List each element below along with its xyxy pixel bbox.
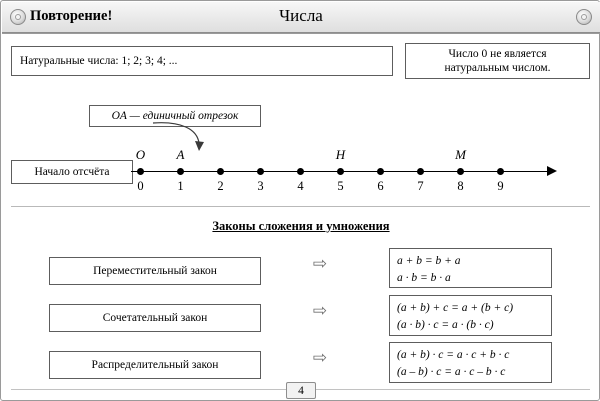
- natural-numbers-box: Натуральные числа: 1; 2; 3; 4; ...: [11, 46, 393, 76]
- point-label-m: M: [455, 147, 466, 162]
- number-line-point: [497, 168, 504, 175]
- tick-label: 6: [377, 179, 384, 193]
- formula-line: a + b = b + a: [397, 255, 461, 267]
- zero-note-line-2: натуральным числом.: [444, 62, 551, 74]
- right-arrow-icon: ⇨: [312, 301, 328, 320]
- number-line-point: [417, 168, 424, 175]
- formula-line: (a · b) · c = a · (b · c): [397, 318, 494, 331]
- repeat-label: Повторение!: [30, 8, 113, 24]
- zero-note-box: [405, 43, 590, 79]
- origin-box: Начало отсчёта: [11, 160, 133, 184]
- number-line-point: [337, 168, 344, 175]
- law-name-distributive: Распределительный закон: [49, 351, 261, 379]
- number-line-point: [457, 168, 464, 175]
- number-line-point: [257, 168, 264, 175]
- tick-label: 0: [137, 179, 144, 193]
- law-name-commutative: Переместительный закон: [49, 257, 261, 285]
- page-number: 4: [286, 382, 316, 399]
- tick-label: 1: [177, 179, 184, 193]
- tick-label: 4: [297, 179, 304, 193]
- number-line: [131, 141, 571, 201]
- right-arrow-icon: ⇨: [312, 348, 328, 367]
- zero-note-line-1: Число 0 не является: [448, 47, 547, 60]
- section-title: Законы сложения и умножения: [212, 219, 390, 233]
- law-formula-distributive: [389, 342, 552, 383]
- section-divider: [11, 206, 590, 207]
- law-formula-associative: [389, 295, 552, 336]
- number-line-point: [137, 168, 144, 175]
- number-line-point: [297, 168, 304, 175]
- number-line-point: [177, 168, 184, 175]
- tick-label: 3: [257, 179, 264, 193]
- point-label-a: A: [176, 147, 185, 162]
- law-formula-commutative: [389, 248, 552, 288]
- formula-line: (a + b) + c = a + (b + c): [397, 302, 514, 314]
- tick-label: 5: [337, 179, 344, 193]
- number-line-point: [377, 168, 384, 175]
- page-header: [2, 2, 600, 34]
- right-arrow-icon: ⇨: [312, 254, 328, 273]
- formula-line: a · b = b · a: [397, 271, 451, 284]
- tick-label: 7: [417, 179, 424, 193]
- formula-line: (a – b) · c = a · c – b · c: [397, 365, 506, 378]
- point-label-o: O: [135, 147, 146, 162]
- header-divider: [2, 32, 600, 33]
- unit-segment-box: OA — единичный отрезок: [89, 105, 261, 127]
- number-line-point: [217, 168, 224, 175]
- number-line-arrowhead-icon: [547, 166, 557, 176]
- point-label-h: H: [335, 147, 346, 162]
- tick-label: 9: [497, 179, 504, 193]
- law-name-associative: Сочетательный закон: [49, 304, 261, 332]
- page-title: Числа: [279, 6, 323, 25]
- tick-label: 8: [457, 179, 464, 193]
- tick-label: 2: [217, 179, 224, 193]
- formula-line: (a + b) · c = a · c + b · c: [397, 349, 510, 361]
